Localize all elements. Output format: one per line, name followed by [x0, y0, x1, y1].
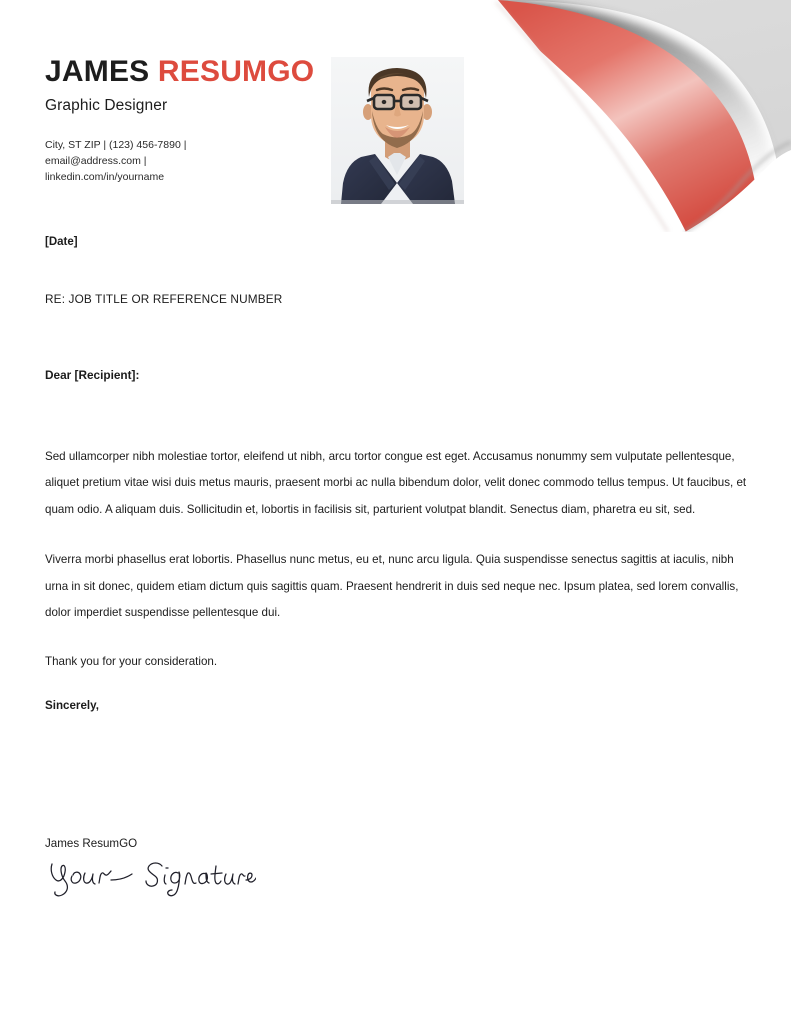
body-paragraph-2: Viverra morbi phasellus erat lobortis. Phasellus nunc metus, eu et, nunc arcu ligula. Quia suspendisse senectus sagittis at iaculis, nibh urna in sit donec, quidem etiam dictum quis sagittis quam. Praesent hendrerit in duis sed neque nec. Ipsum platea, sed lorem convallis, dolor imperdiet suspendisse pellentesque dui.: [45, 553, 739, 620]
date-line: [Date]: [45, 236, 78, 248]
portrait-photo: [331, 57, 464, 204]
contact-line-2: email@address.com |: [45, 154, 147, 167]
body-paragraph-1: Sed ullamcorper nibh molestiae tortor, eleifend ut nibh, arcu tortor congue est eget. Accusamus nonummy sem vulputate pellentesque, aliquet pretium vitae wisi duis metus mauris, praesent morbi ac nulla bibendum dolor, velit donec commodo tellus tempus. Ut faucibus, et quam odio. A aliquam duis. Sollicitudin et, lobortis in facilisis sit, parturient volutpat blandit. Senectus diam, pharetra eu sit, sed.: [45, 450, 747, 516]
thank-you-line: Thank you for your consideration.: [45, 654, 218, 668]
salutation: Dear [Recipient]:: [45, 368, 140, 382]
contact-line-3: linkedin.com/in/yourname: [45, 171, 165, 184]
letter-body: [45, 236, 747, 712]
signature-image: [46, 856, 256, 900]
name-first: JAMES: [45, 55, 150, 88]
contact-line-1: City, ST ZIP | (123) 456-7890 |: [45, 138, 187, 151]
subject-line: RE: JOB TITLE OR REFERENCE NUMBER: [45, 292, 283, 306]
signer-name: James ResumGO: [45, 837, 138, 850]
name-last: RESUMGO: [157, 55, 315, 88]
closing-line: Sincerely,: [45, 698, 99, 712]
job-title: Graphic Designer: [45, 96, 168, 114]
